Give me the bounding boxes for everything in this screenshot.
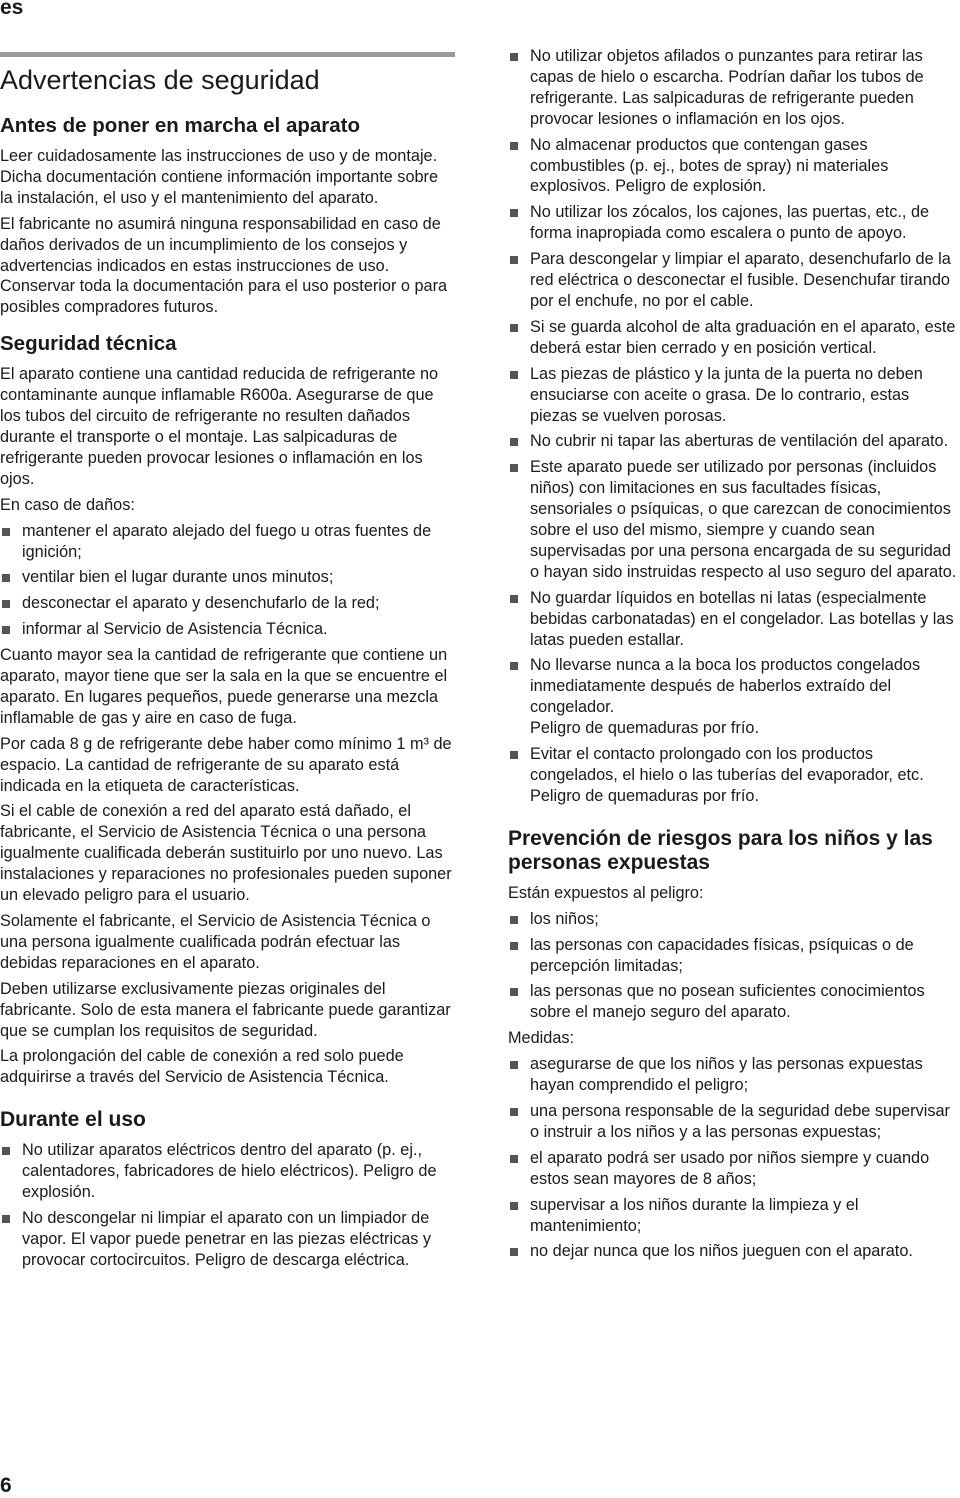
paragraph: Están expuestos al peligro: bbox=[508, 883, 704, 902]
paragraph: Deben utilizarse exclusivamente piezas originales del fabricante. Solo de esta manera el fabricante puede garantizar que se cumplan los requisitos de seguridad. bbox=[0, 979, 451, 1040]
bullet-icon bbox=[510, 53, 518, 61]
page-title: Advertencias de seguridad bbox=[0, 65, 320, 95]
bullet-icon bbox=[510, 1061, 518, 1069]
list-item: el aparato podrá ser usado por niños siempre y cuando estos sean mayores de 8 años; bbox=[508, 1148, 960, 1190]
right-column bbox=[508, 46, 960, 1267]
list-item: las personas con capacidades físicas, psíquicas o de percepción limitadas; bbox=[508, 935, 960, 977]
list-item: No descongelar ni limpiar el aparato con un limpiador de vapor. El vapor puede penetrar en las piezas eléctricas y provocar cortocircuitos. Peligro de descarga eléctrica. bbox=[0, 1208, 455, 1271]
list-item: No cubrir ni tapar las aberturas de ventilación del aparato. bbox=[508, 431, 960, 452]
paragraph: Cuanto mayor sea la cantidad de refrigerante que contiene un aparato, mayor tiene que ser la sala en la que se encuentre el aparato. En lugares pequeños, puede generarse una mezcla inflamable de gas y aire en caso de fuga. bbox=[0, 646, 448, 727]
paragraph: Por cada 8 g de refrigerante debe haber como mínimo 1 m³ de espacio. La cantidad de refrigerante de su aparato está indicada en la etiqueta de características. bbox=[0, 734, 452, 795]
paragraph: Solamente el fabricante, el Servicio de Asistencia Técnica o una persona igualmente cualificada podrán efectuar las debidas reparaciones en el aparato. bbox=[0, 912, 431, 972]
paragraph: Medidas: bbox=[508, 1029, 575, 1048]
bullet-icon bbox=[2, 1215, 10, 1223]
bullet-icon bbox=[510, 324, 518, 332]
paragraph: El aparato contiene una cantidad reducida de refrigerante no contaminante aunque inflamable R600a. Asegurarse de que los tubos del circuito de refrigerante no resulten dañados durante el transporte o el montaje. Las salpicaduras de refrigerante pueden provocar lesiones o inflamación en los ojos. bbox=[0, 365, 439, 488]
section-heading-technical-safety: Seguridad técnica bbox=[0, 332, 177, 356]
bullet-icon bbox=[2, 1147, 10, 1155]
paragraph: En caso de daños: bbox=[0, 495, 135, 514]
exposed-persons-list bbox=[508, 909, 960, 1024]
list-item: una persona responsable de la seguridad debe supervisar o instruir a los niños y a las personas expuestas; bbox=[508, 1101, 960, 1143]
bullet-icon bbox=[510, 209, 518, 217]
bullet-icon bbox=[510, 595, 518, 603]
language-code: es bbox=[0, 0, 24, 19]
list-item: desconectar el aparato y desenchufarlo de la red; bbox=[0, 593, 455, 614]
bullet-icon bbox=[510, 1108, 518, 1116]
usage-warnings-list bbox=[508, 46, 960, 807]
during-use-list bbox=[0, 1140, 455, 1270]
paragraph: La prolongación del cable de conexión a red solo puede adquirirse a través del Servicio de Asistencia Técnica. bbox=[0, 1047, 404, 1087]
list-item: asegurarse de que los niños y las personas expuestas hayan comprendido el peligro; bbox=[508, 1054, 960, 1096]
bullet-icon bbox=[510, 988, 518, 996]
bullet-icon bbox=[510, 142, 518, 150]
list-item: No utilizar los zócalos, los cajones, las puertas, etc., de forma inapropiada como escalera o punto de apoyo. bbox=[508, 202, 960, 244]
section-heading-children-risks: Prevención de riesgos para los niños y las personas expuestas bbox=[508, 826, 933, 874]
bullet-icon bbox=[510, 942, 518, 950]
list-item: informar al Servicio de Asistencia Técnica. bbox=[0, 619, 455, 640]
bullet-icon bbox=[510, 662, 518, 670]
list-item: las personas que no posean suficientes conocimientos sobre el manejo seguro del aparato. bbox=[508, 981, 960, 1023]
bullet-icon bbox=[2, 600, 10, 608]
bullet-icon bbox=[510, 256, 518, 264]
list-item: No utilizar objetos afilados o punzantes para retirar las capas de hielo o escarcha. Podrían dañar los tubos de refrigerante. Las salpicaduras de refrigerante pueden provocar lesiones o inflamación en los ojos. bbox=[508, 46, 960, 130]
bullet-icon bbox=[510, 464, 518, 472]
bullet-icon bbox=[2, 528, 10, 536]
title-rule bbox=[0, 52, 455, 57]
left-column bbox=[0, 60, 455, 1276]
section-heading-before-startup: Antes de poner en marcha el aparato bbox=[0, 114, 361, 137]
bullet-icon bbox=[510, 438, 518, 446]
list-item: No almacenar productos que contengan gases combustibles (p. ej., botes de spray) ni materiales explosivos. Peligro de explosión. bbox=[508, 135, 960, 198]
list-item: No llevarse nunca a la boca los productos congelados inmediatamente después de haberlos extraído del congelador. Peligro de quemaduras por frío. bbox=[508, 655, 960, 739]
list-item: No utilizar aparatos eléctricos dentro del aparato (p. ej., calentadores, fabricadores de hielo eléctricos). Peligro de explosión. bbox=[0, 1140, 455, 1203]
paragraph: El fabricante no asumirá ninguna responsabilidad en caso de daños derivados de un incumplimiento de los consejos y advertencias indicados en estas instrucciones de uso. Conservar toda la documentación para el uso posterior o para posibles compradores futuros. bbox=[0, 214, 448, 317]
list-item: no dejar nunca que los niños jueguen con el aparato. bbox=[508, 1241, 960, 1262]
damage-steps-list bbox=[0, 521, 455, 641]
bullet-icon bbox=[510, 1202, 518, 1210]
bullet-icon bbox=[2, 626, 10, 634]
list-item: Para descongelar y limpiar el aparato, desenchufarlo de la red eléctrica o desconectar el fusible. Desenchufar tirando por el enchufe, no por el cable. bbox=[508, 249, 960, 312]
bullet-icon bbox=[510, 916, 518, 924]
measures-list bbox=[508, 1054, 960, 1262]
list-item: mantener el aparato alejado del fuego u otras fuentes de ignición; bbox=[0, 521, 455, 563]
list-item: los niños; bbox=[508, 909, 960, 930]
bullet-icon bbox=[510, 371, 518, 379]
list-item: Evitar el contacto prolongado con los productos congelados, el hielo o las tuberías del evaporador, etc. Peligro de quemaduras por frío. bbox=[508, 744, 960, 807]
list-item: Si se guarda alcohol de alta graduación en el aparato, este deberá estar bien cerrado y en posición vertical. bbox=[508, 317, 960, 359]
paragraph: Leer cuidadosamente las instrucciones de uso y de montaje. Dicha documentación contiene información importante sobre la instalación, el uso y el mantenimiento del aparato. bbox=[0, 147, 439, 207]
list-item: Las piezas de plástico y la junta de la puerta no deben ensuciarse con aceite o grasa. De lo contrario, estas piezas se vuelven porosas. bbox=[508, 364, 960, 427]
bullet-icon bbox=[2, 574, 10, 582]
bullet-icon bbox=[510, 1248, 518, 1256]
list-item: Este aparato puede ser utilizado por personas (incluidos niños) con limitaciones en sus facultades físicas, sensoriales o psíquicas, o que carezcan de conocimientos sobre el uso del mismo, siempre y cuando sean supervisadas por una persona encargada de su seguridad o hayan sido instruidas respecto al uso seguro del aparato. bbox=[508, 457, 960, 582]
paragraph: Si el cable de conexión a red del aparato está dañado, el fabricante, el Servicio de Asistencia Técnica o una persona igualmente cualificada deberán sustituirlo por uno nuevo. Las instalaciones y reparaciones no profesionales pueden suponer un elevado peligro para el usuario. bbox=[0, 802, 452, 905]
bullet-icon bbox=[510, 751, 518, 759]
bullet-icon bbox=[510, 1155, 518, 1163]
list-item: No guardar líquidos en botellas ni latas (especialmente bebidas carbonatadas) en el congelador. Las botellas y las latas pueden estallar. bbox=[508, 588, 960, 651]
list-item: supervisar a los niños durante la limpieza y el mantenimiento; bbox=[508, 1195, 960, 1237]
page-number: 6 bbox=[0, 1474, 12, 1497]
list-item: ventilar bien el lugar durante unos minutos; bbox=[0, 567, 455, 588]
section-heading-during-use: Durante el uso bbox=[0, 1108, 146, 1132]
